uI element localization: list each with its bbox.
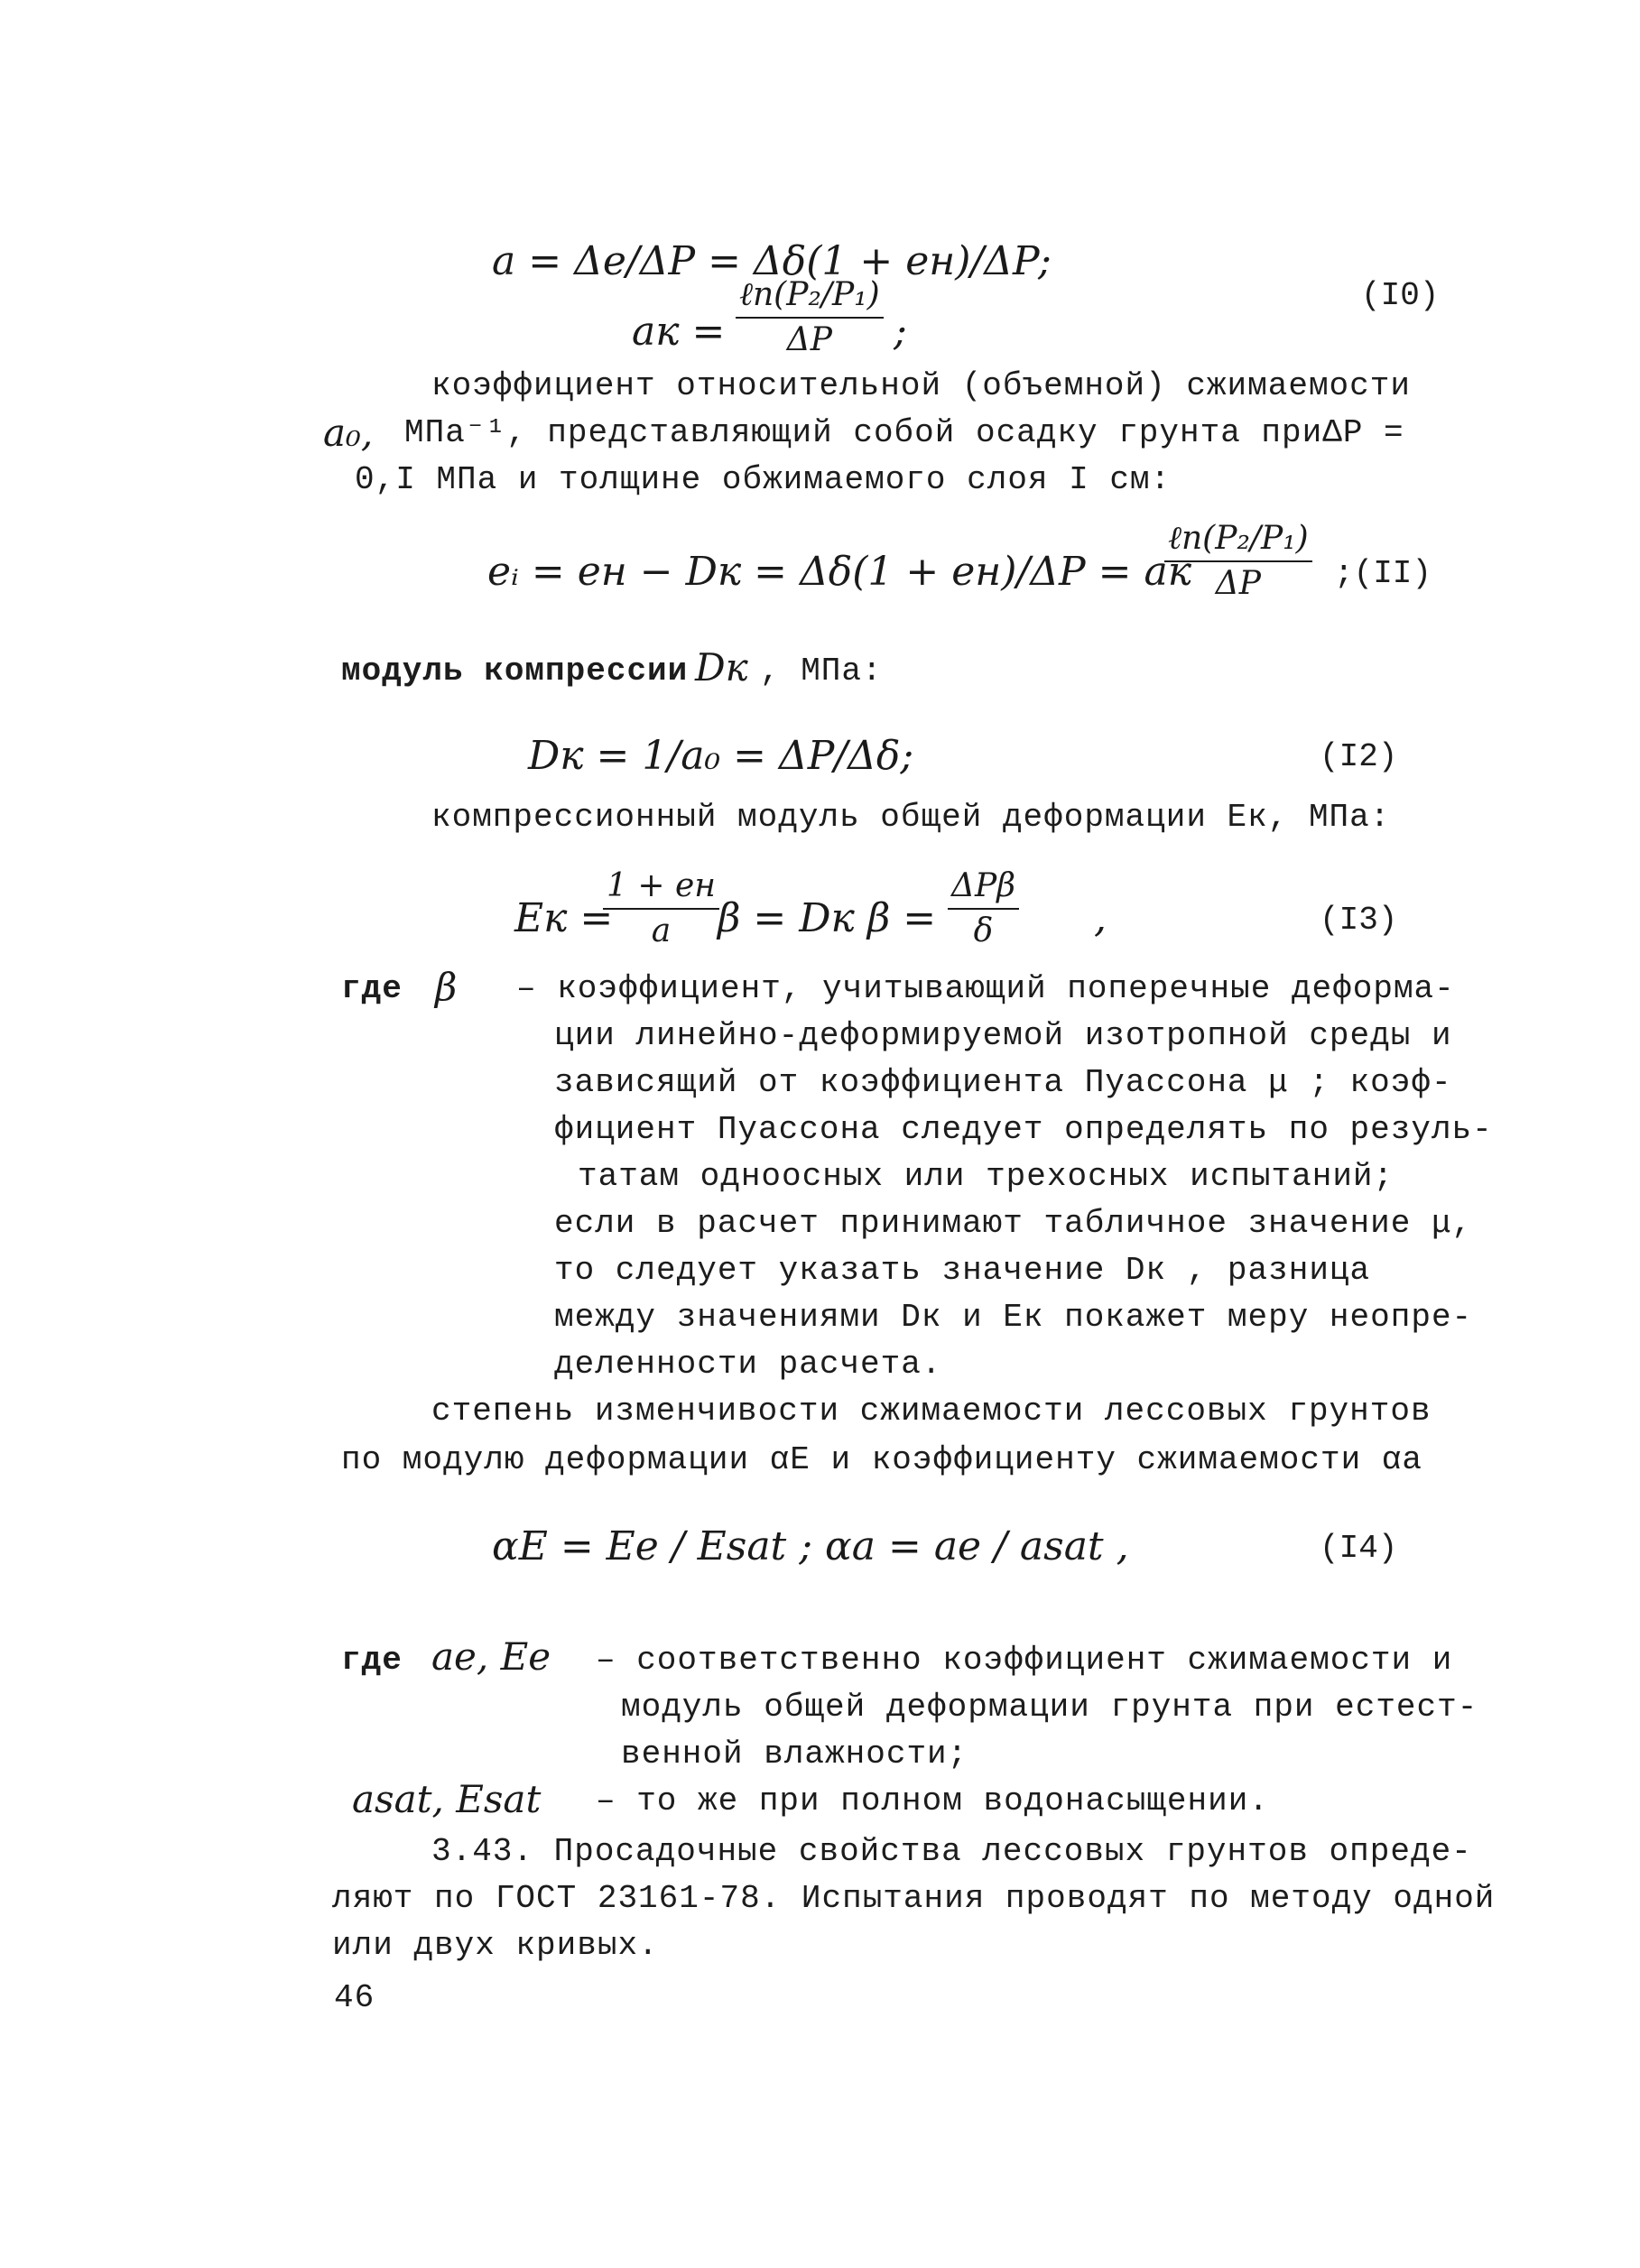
- where-e-label: где: [341, 1642, 403, 1679]
- eq11-lhs: eᵢ = eн − Dк = Δδ(1 + eн)/ΔP = aк: [487, 549, 1191, 595]
- eq10-line1: a = Δe/ΔP = Δδ(1 + eн)/ΔP;: [492, 238, 1052, 284]
- where-beta-line: – коэффициент, учитывающий поперечные деформа-: [516, 970, 1455, 1007]
- eq10-denominator: ΔP: [786, 321, 832, 358]
- para-var-line1: степень изменчивости сжимаемости лессовых грунтов: [431, 1393, 1432, 1430]
- eq10-numerator: ℓn(P₂/P₁): [739, 276, 880, 313]
- eq10-fraction: [736, 275, 884, 360]
- fraction-bar: [603, 908, 719, 910]
- beta-symbol: β: [435, 965, 458, 1009]
- para-a0-line1: коэффициент относительной (объемной) сжимаемости: [431, 367, 1411, 404]
- where-e-line: венной влажности;: [621, 1736, 968, 1773]
- fraction-bar: [948, 908, 1019, 910]
- eq13-mid: β = Dк β =: [718, 895, 937, 941]
- page-number: 46: [334, 1979, 375, 2016]
- para-343-line1: 3.43. Просадочные свойства лессовых грунтов опреде-: [431, 1833, 1472, 1870]
- eq11-numerator: ℓn(P₂/P₁): [1168, 520, 1309, 557]
- where-beta-line: татам одноосных или трехосных испытаний;: [578, 1158, 1394, 1195]
- fraction-bar: [1164, 560, 1312, 562]
- where-beta-line: если в расчет принимают табличное значение μ,: [554, 1205, 1473, 1242]
- para-a0-line3: 0,I МПа и толщине обжимаемого слоя I см:: [355, 461, 1172, 498]
- ae-ee-symbol: ae, Ee: [431, 1634, 551, 1679]
- para-dk-text: модуль компрессии: [341, 653, 689, 690]
- where-beta-label: где: [341, 970, 403, 1007]
- para-dk-unit: , МПа:: [760, 653, 883, 690]
- eq13-lhs: Eк =: [514, 895, 614, 941]
- dk-symbol: Dк: [695, 645, 748, 690]
- eq13-end: ,: [1094, 895, 1107, 941]
- a0-symbol: a₀,: [323, 411, 374, 455]
- eq14-number: (I4): [1320, 1530, 1398, 1567]
- para-343-line3: или двух кривых.: [332, 1927, 659, 1964]
- eq11-number: ;(II): [1334, 555, 1432, 592]
- eq11-fraction: [1164, 519, 1312, 604]
- eq13-numerator1: 1 + eн: [607, 867, 716, 904]
- eq10-end: ;: [894, 309, 907, 355]
- para-a0-line2: МПа⁻¹, представляющий собой осадку грунта приΔP =: [404, 414, 1404, 451]
- eq13-fraction2: [948, 866, 1019, 951]
- eq14-formula: αE = Ee / Esat ; αa = ae / asat ,: [492, 1523, 1129, 1569]
- eq10-ak-lhs: aк =: [632, 309, 726, 355]
- para-var-line2: по модулю деформации αE и коэффициенту сжимаемости αa: [341, 1441, 1422, 1478]
- where-e-line: модуль общей деформации грунта при естест-: [621, 1689, 1478, 1726]
- eq10-number: (I0): [1361, 277, 1440, 314]
- para-ek-text: компрессионный модуль общей деформации Eк, МПа:: [431, 799, 1391, 836]
- where-beta-line: деленности расчета.: [554, 1346, 942, 1383]
- where-beta-line: зависящий от коэффициента Пуассона μ ; коэф-: [554, 1064, 1452, 1101]
- eq12-number: (I2): [1320, 738, 1398, 775]
- eq13-number: (I3): [1320, 902, 1398, 939]
- eq13-denominator2: δ: [973, 912, 994, 949]
- where-e-line: – соответственно коэффициент сжимаемости и: [596, 1642, 1453, 1679]
- where-sat-text: – то же при полном водонасыщении.: [596, 1782, 1269, 1819]
- eq13-fraction1: [603, 866, 719, 951]
- where-beta-line: фициент Пуассона следует определять по резуль-: [554, 1111, 1493, 1148]
- eq13-numerator2: ΔPβ: [951, 867, 1016, 904]
- asat-esat-symbol: asat, Esat: [352, 1777, 542, 1821]
- where-beta-line: ции линейно-деформируемой изотропной среды и: [554, 1017, 1452, 1054]
- where-beta-line: между значениями Dк и Eк покажет меру неопре-: [554, 1299, 1473, 1336]
- where-beta-line: то следует указать значение Dк , разница: [554, 1252, 1371, 1289]
- fraction-bar: [736, 317, 884, 319]
- eq12-formula: Dк = 1/a₀ = ΔP/Δδ;: [528, 733, 914, 779]
- eq13-denominator1: a: [651, 912, 672, 949]
- eq11-denominator: ΔP: [1215, 565, 1261, 602]
- para-343-line2: ляют по ГОСТ 23161-78. Испытания проводят по методу одной: [332, 1880, 1496, 1917]
